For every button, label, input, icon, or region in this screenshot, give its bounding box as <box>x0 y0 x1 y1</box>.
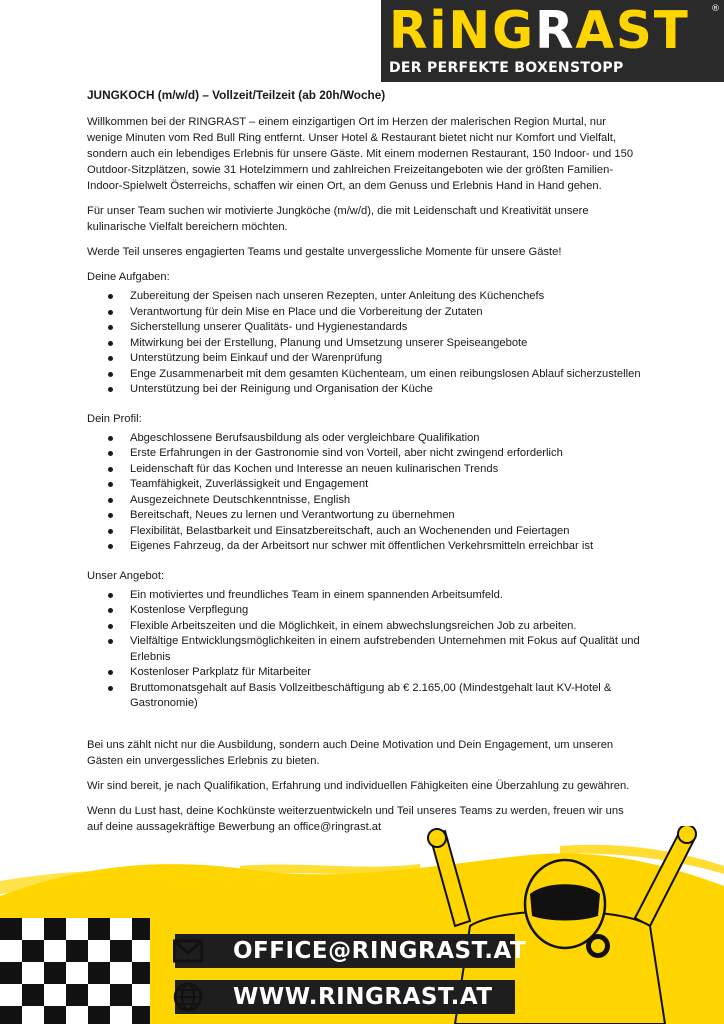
list-item: Vielfältige Entwicklungsmöglichkeiten in einem aufstrebenden Unternehmen mit Fokus auf Qualität und Erlebnis <box>130 634 642 665</box>
list-item: Bereitschaft, Neues zu lernen und Verantwortung zu übernehmen <box>130 508 642 524</box>
intro-paragraph: Willkommen bei der RINGRAST – einem einzigartigen Ort im Herzen der malerischen Region Murtal, nur wenige Minuten vom Red Bull Ring entfernt. Unser Hotel & Restaurant bietet nicht nur Komfort und Vielfalt, sondern auch ein lebendiges Erlebnis für unsere Gäste. Mit einem modernen Restaurant, 150 Indoor- und 150 Outdoor-Sitzplätzen, sowie 31 Hotelzimmern und zahlreichen Freizeitangeboten wie der größten Familien-Indoor-Spielwelt Österreichs, schaffen wir einen Ort, an dem Genuss und Erlebnis Hand in Hand gehen. <box>87 116 634 192</box>
profile-heading: Dein Profil: <box>87 412 142 425</box>
list-item: Teamfähigkeit, Zuverlässigkeit und Engagement <box>130 477 642 493</box>
list-item: Abgeschlossene Berufsausbildung als oder vergleichbare Qualifikation <box>130 431 642 447</box>
list-item: Erste Erfahrungen in der Gastronomie sind von Vorteil, aber nicht zwingend erforderlich <box>130 446 642 462</box>
offer-heading: Unser Angebot: <box>87 569 165 582</box>
list-item: Verantwortung für dein Mise en Place und die Vorbereitung der Zutaten <box>130 305 642 321</box>
website-contact-bar[interactable] <box>175 980 515 1014</box>
footer-graphic <box>0 826 724 1024</box>
list-item: Mitwirkung bei der Erstellung, Planung und Umsetzung unserer Speiseangebote <box>130 336 642 352</box>
globe-icon <box>173 982 203 1012</box>
closing-paragraph: Bei uns zählt nicht nur die Ausbildung, sondern auch Deine Motivation und Dein Engagement, um unseren Gästen ein unvergessliches Erlebnis zu bieten. <box>87 738 614 767</box>
offer-list <box>87 588 642 712</box>
website-url[interactable]: WWW.RINGRAST.AT <box>233 984 493 1010</box>
closing-paragraph: Wenn du Lust hast, deine Kochkünste weiterzuentwickeln und Teil unseres Teams zu werden, freuen wir uns auf deine aussagekräftige Bewerbung an office@ringrast.at <box>87 804 624 833</box>
list-item: Flexibilität, Belastbarkeit und Einsatzbereitschaft, auch an Wochenenden und Feiertagen <box>130 524 642 540</box>
logo-registered-mark: ® <box>711 4 720 14</box>
tasks-heading: Deine Aufgaben: <box>87 271 170 283</box>
list-item: Kostenlose Verpflegung <box>130 603 642 619</box>
intro-paragraph: Für unser Team suchen wir motivierte Jungköche (m/w/d), die mit Leidenschaft und Kreativität unsere kulinarische Vielfalt bereichern möchten. <box>87 205 589 233</box>
tasks-list <box>87 289 642 398</box>
list-item: Bruttomonatsgehalt auf Basis Vollzeitbeschäftigung ab € 2.165,00 (Mindestgehalt laut KV-Hotel & Gastronomie) <box>130 681 642 712</box>
email-contact-bar[interactable] <box>175 934 527 968</box>
list-item: Kostenloser Parkplatz für Mitarbeiter <box>130 665 642 681</box>
job-posting <box>87 87 642 844</box>
logo-wordmark: RiNGRAST <box>389 1 690 61</box>
job-title: JUNGKOCH (m/w/d) – Vollzeit/Teilzeit (ab 20h/Woche) <box>87 88 386 102</box>
profile-list <box>87 431 642 555</box>
list-item: Ausgezeichnete Deutschkenntnisse, English <box>130 493 642 509</box>
logo-tagline: DER PERFEKTE BOXENSTOPP <box>389 60 624 76</box>
list-item: Enge Zusammenarbeit mit dem gesamten Küchenteam, um einen reibungslosen Ablauf sicherzustellen <box>130 367 642 383</box>
list-item: Ein motiviertes und freundliches Team in einem spannenden Arbeitsumfeld. <box>130 588 642 604</box>
list-item: Leidenschaft für das Kochen und Interesse an neuen kulinarischen Trends <box>130 462 642 478</box>
list-item: Sicherstellung unserer Qualitäts- und Hygienestandards <box>130 320 642 336</box>
ringrast-logo <box>381 0 724 82</box>
list-item: Eigenes Fahrzeug, da der Arbeitsort nur schwer mit öffentlichen Verkehrsmitteln erreichbar ist <box>130 539 642 555</box>
email-address[interactable]: OFFICE@RINGRAST.AT <box>233 938 527 964</box>
checkered-flag-pattern <box>0 918 150 1024</box>
list-item: Unterstützung beim Einkauf und der Warenprüfung <box>130 351 642 367</box>
intro-paragraph: Werde Teil unseres engagierten Teams und gestalte unvergessliche Momente für unsere Gäste! <box>87 246 562 258</box>
list-item: Unterstützung bei der Reinigung und Organisation der Küche <box>130 382 642 398</box>
list-item: Flexible Arbeitszeiten und die Möglichkeit, in einem abwechslungsreichen Job zu arbeiten. <box>130 619 642 635</box>
envelope-icon <box>173 936 203 966</box>
closing-paragraph: Wir sind bereit, je nach Qualifikation, Erfahrung und individuellen Fähigkeiten eine Überzahlung zu gewähren. <box>87 779 630 792</box>
list-item: Zubereitung der Speisen nach unseren Rezepten, unter Anleitung des Küchenchefs <box>130 289 642 305</box>
